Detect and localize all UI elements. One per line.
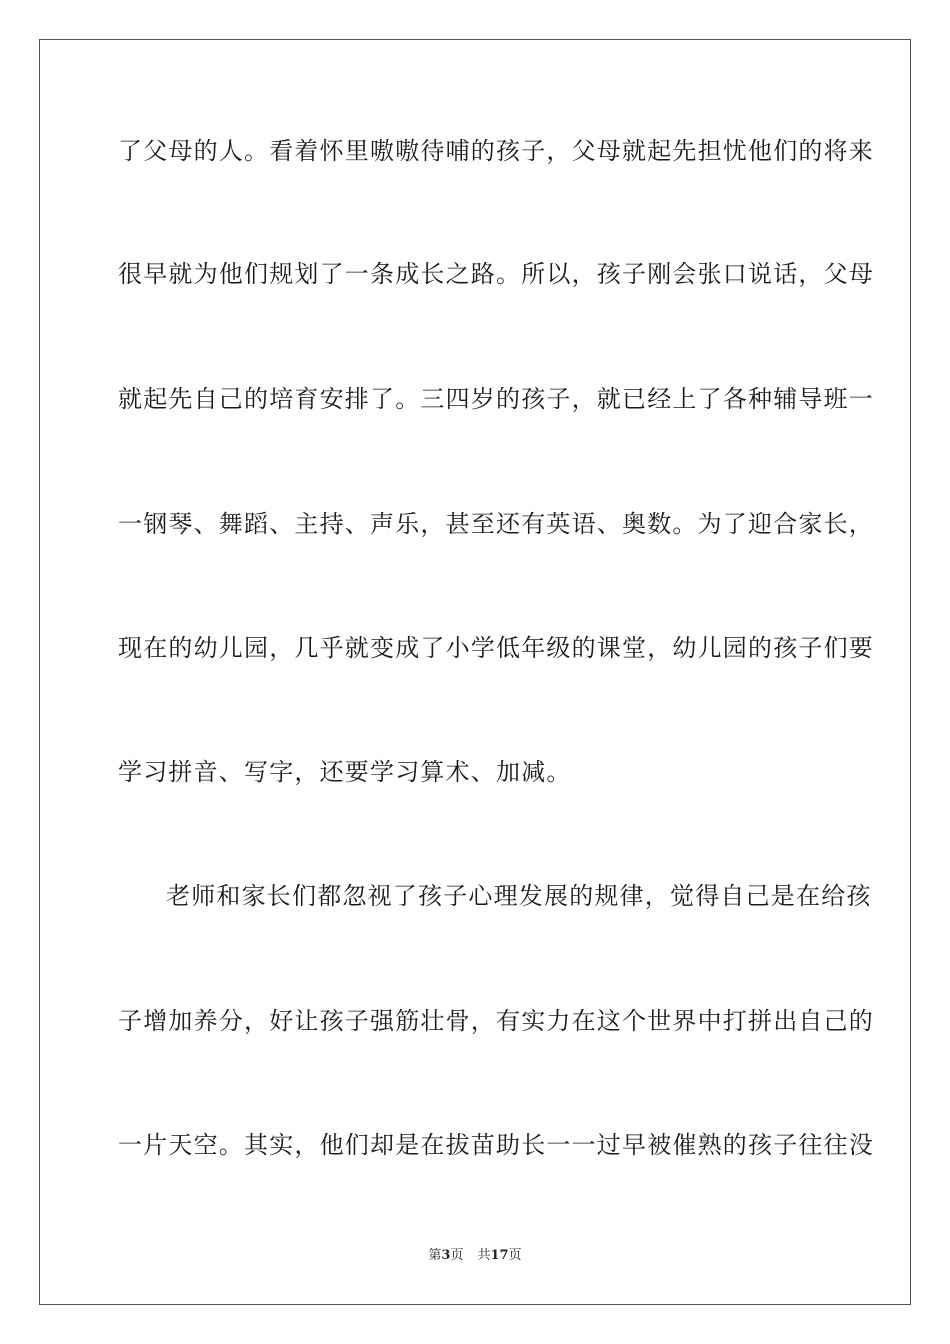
text-line: 了父母的人。看着怀里嗷嗷待哺的孩子，父母就起先担忧他们的将来 [118, 137, 874, 165]
text-line: 很早就为他们规划了一条成长之路。所以，孩子刚会张口说话，父母 [118, 260, 874, 288]
page-label-prefix: 第 [428, 1248, 442, 1263]
text-line: 现在的幼儿园，几乎就变成了小学低年级的课堂，幼儿园的孩子们要 [118, 634, 874, 662]
page-number: 3 [441, 1248, 451, 1263]
page-footer [0, 1247, 950, 1265]
total-pages: 17 [490, 1248, 509, 1263]
text-line: 一钢琴、舞蹈、主持、声乐，甚至还有英语、奥数。为了迎合家长， [118, 510, 874, 538]
total-label-suffix: 页 [508, 1248, 522, 1263]
text-line: 学习拼音、写字，还要学习算术、加减。 [118, 758, 572, 786]
total-label-prefix: 共 [477, 1248, 491, 1263]
paragraph-first-line: 老师和家长们都忽视了孩子心理发展的规律，觉得自己是在给孩 [166, 882, 872, 910]
text-line: 子增加养分，好让孩子强筋壮骨，有实力在这个世界中打拼出自己的 [118, 1007, 874, 1035]
text-line: 就起先自己的培育安排了。三四岁的孩子，就已经上了各种辅导班一 [118, 385, 874, 413]
page-label-suffix: 页 [450, 1248, 464, 1263]
text-line: 一片天空。其实，他们却是在拔苗助长一一过早被催熟的孩子往往没 [118, 1131, 874, 1159]
page-border [39, 39, 911, 1305]
